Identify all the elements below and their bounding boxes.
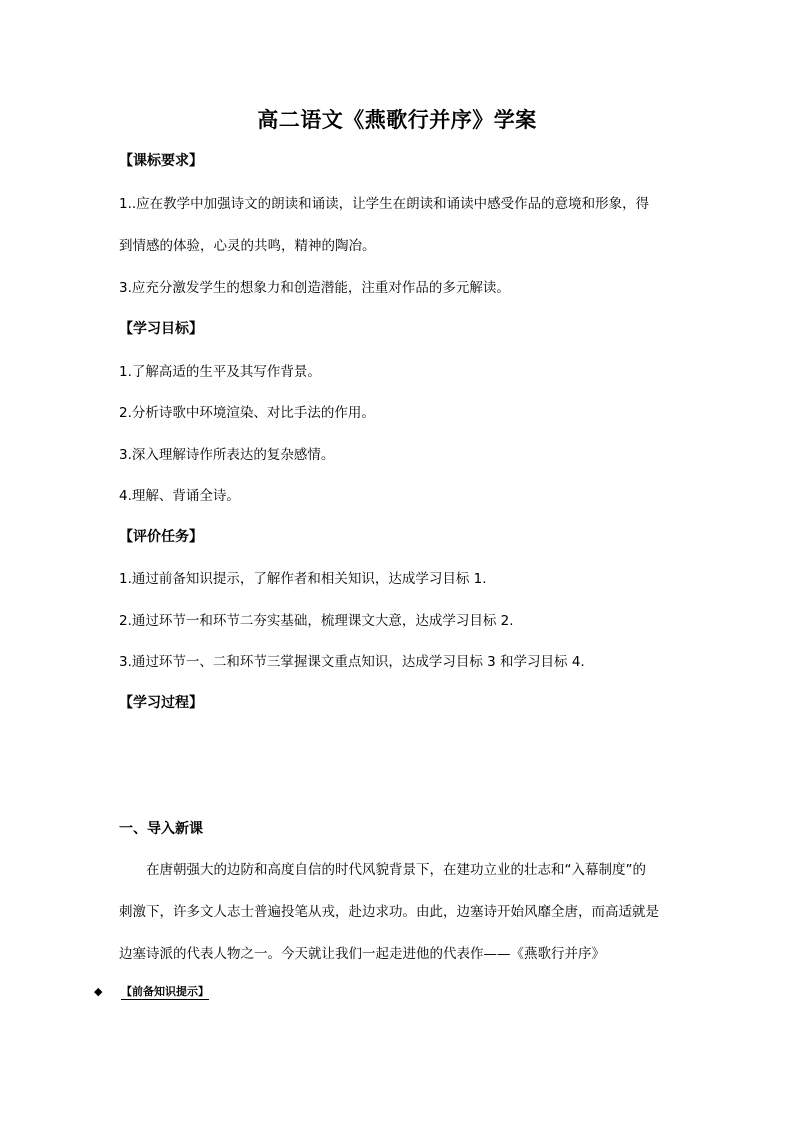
evaluation-line-1: 1.通过前备知识提示，了解作者和相关知识，达成学习目标 1.	[119, 571, 487, 587]
intro-line-1: 在唐朝强大的边防和高度自信的时代风貌背景下，在建功立业的壮志和“入幕制度”的	[146, 862, 646, 878]
objectives-heading: 【学习目标】	[119, 321, 203, 337]
intro-line-3: 边塞诗派的代表人物之一。今天就让我们一起走进他的代表作——《燕歌行并序》	[119, 946, 605, 962]
evaluation-heading: 【评价任务】	[119, 529, 203, 545]
standards-line-3: 3.应充分激发学生的想象力和创造潜能，注重对作品的多元解读。	[119, 280, 510, 296]
standards-line-1: 1..应在教学中加强诗文的朗读和诵读，让学生在朗读和诵读中感受作品的意境和形象，得	[119, 196, 650, 212]
objectives-line-3: 3.深入理解诗作所表达的复杂感情。	[119, 447, 335, 463]
process-heading: 【学习过程】	[119, 695, 203, 711]
document-title: 高二语文《燕歌行并序》学案	[257, 107, 537, 132]
prior-knowledge-label: 【前备知识提示】	[121, 985, 209, 998]
objectives-line-4: 4.理解、背诵全诗。	[119, 488, 240, 504]
standards-heading: 【课标要求】	[119, 153, 203, 169]
intro-line-2: 刺激下，许多文人志士普遍投笔从戎，赴边求功。由此，边塞诗开始风靡全唐，而高适就是	[119, 904, 659, 920]
diamond-bullet-icon: ◆	[94, 985, 103, 998]
evaluation-line-2: 2.通过环节一和环节二夯实基础，梳理课文大意，达成学习目标 2.	[119, 613, 514, 629]
objectives-line-2: 2.分析诗歌中环境渲染、对比手法的作用。	[119, 405, 375, 421]
intro-heading: 一、导入新课	[119, 821, 203, 837]
evaluation-line-3: 3.通过环节一、二和环节三掌握课文重点知识，达成学习目标 3 和学习目标 4.	[119, 654, 585, 670]
objectives-line-1: 1.了解高适的生平及其写作背景。	[119, 364, 321, 380]
standards-line-2: 到情感的体验，心灵的共鸣，精神的陶冶。	[119, 238, 376, 254]
